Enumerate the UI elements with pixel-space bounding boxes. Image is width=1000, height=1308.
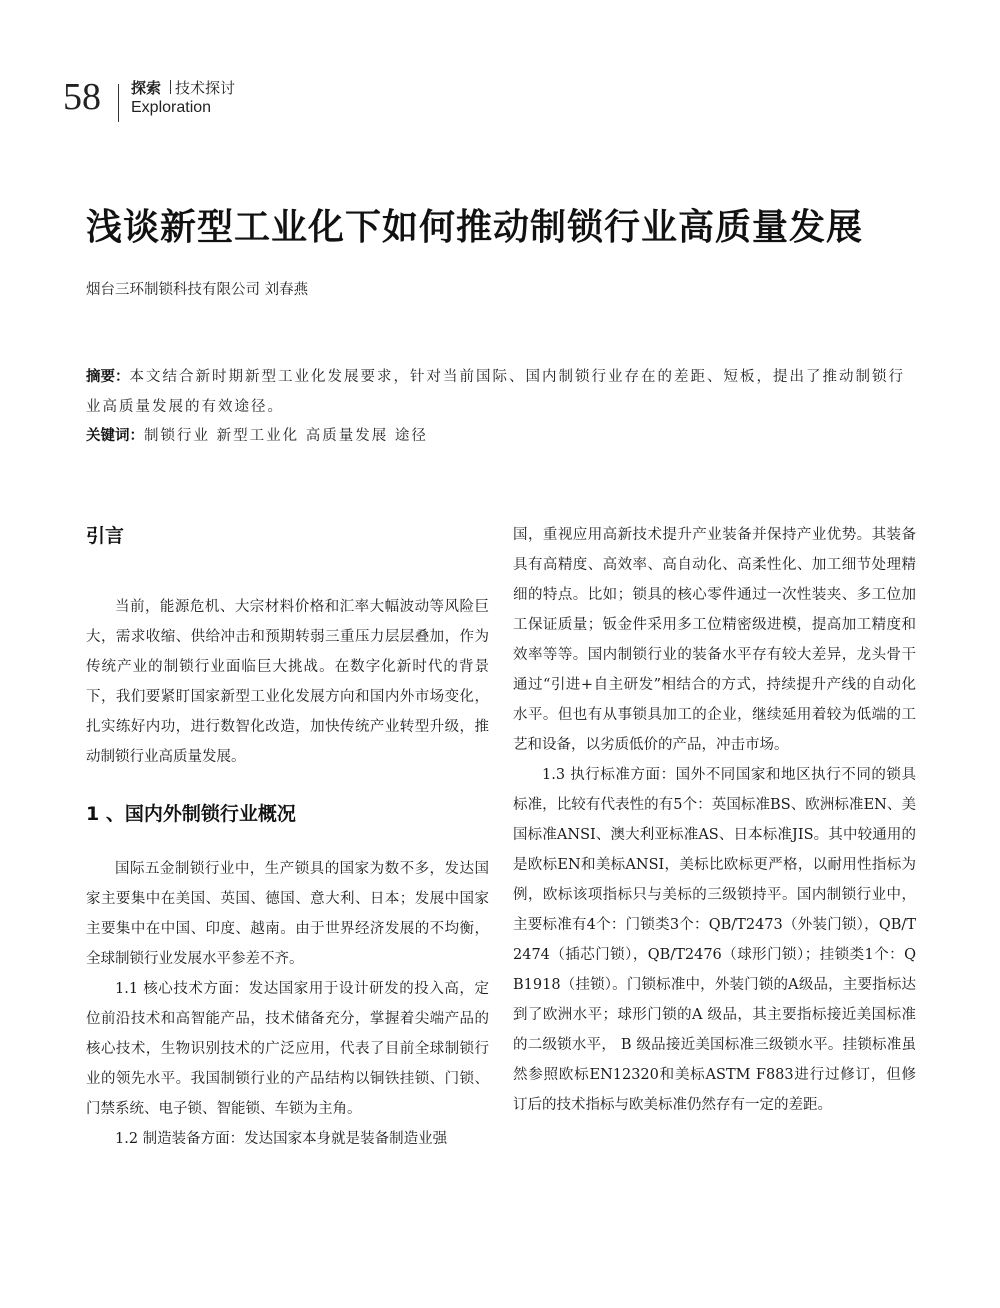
page-number: 58 — [63, 76, 101, 118]
paragraph-overview: 国际五金制锁行业中，生产锁具的国家为数不多，发达国家主要集中在美国、英国、德国、意大利、日本；发展中国家主要集中在中国、印度、越南。由于世界经济发展的不均衡，全球制锁行业发展水平参差不齐。 — [86, 861, 489, 967]
section-label — [131, 78, 235, 118]
abstract-label: 摘要： — [86, 369, 130, 385]
left-column — [86, 520, 489, 1154]
abstract-text: 本文结合新时期新型工业化发展要求，针对当前国际、国内制锁行业存在的差距、短板，提出了推动制锁行业高质量发展的有效途径。 — [86, 369, 905, 415]
paragraph-1-3: 1.3 执行标准方面：国外不同国家和地区执行不同的锁具标准，比较有代表性的有5个：英国标准BS、欧洲标准EN、美国标准ANSI、澳大利亚标准AS、日本标准JIS。其中较通用的是欧标EN和美标ANSI，美标比欧标更严格，以耐用性指标为例，欧标该项指标只与美标的三级锁持平。国内制锁行业中，主要标准有4个：门锁类3个：QB/T2473（外装门锁），QB/T2474（插芯门锁），QB/T2476（球形门锁）；挂锁类1个：QB1918（挂锁）。门锁标准中，外装门锁的A级品，主要指标达到了欧洲水平；球形门锁的A 级品，其主要指标接近美国标准的二级锁水平， B 级品接近美国标准三级锁水平。挂锁标准虽然参照欧标EN12320和美标ASTM F883进行过修订，但修订后的技术指标与欧美标准仍然存有一定的差距。 — [513, 767, 916, 1113]
paragraph-1-1: 1.1 核心技术方面：发达国家用于设计研发的投入高，定位前沿技术和高智能产品，技术储备充分，掌握着尖端产品的核心技术，生物识别技术的广泛应用，代表了目前全球制锁行业的领先水平。我国制锁行业的产品结构以铜铁挂锁、门锁、门禁系统、电子锁、智能锁、车锁为主角。 — [86, 981, 489, 1117]
intro-heading: 引言 — [86, 525, 125, 547]
section-name-english: Exploration — [131, 99, 212, 116]
right-column — [513, 520, 916, 1120]
article-title: 浅谈新型工业化下如何推动制锁行业高质量发展 — [86, 207, 864, 248]
section-1-heading: 1 、国内外制锁行业概况 — [86, 803, 296, 825]
keywords-label: 关键词： — [86, 428, 144, 444]
abstract — [86, 362, 916, 422]
intro-paragraph: 当前，能源危机、大宗材料价格和汇率大幅波动等风险巨大，需求收缩、供给冲击和预期转弱三重压力层层叠加，作为传统产业的制锁行业面临巨大挑战。在数字化新时代的背景下，我们要紧盯国家新型工业化发展方向和国内外市场变化，扎实练好内功，进行数智化改造，加快传统产业转型升级，推动制锁行业高质量发展。 — [86, 599, 489, 765]
section-separator — [170, 80, 171, 94]
subsection-name: 技术探讨 — [175, 79, 236, 97]
paragraph-1-2-start: 1.2 制造装备方面：发达国家本身就是装备制造业强 — [115, 1131, 448, 1147]
article-author: 烟台三环制锁科技有限公司 刘春燕 — [86, 282, 309, 298]
section-name: 探索 — [131, 79, 162, 97]
paragraph-1-2-continued: 国，重视应用高新技术提升产业装备并保持产业优势。其装备具有高精度、高效率、高自动化、高柔性化、加工细节处理精细的特点。比如；锁具的核心零件通过一次性装夹、多工位加工保证质量；钣金件采用多工位精密级进模，提高加工精度和效率等等。国内制锁行业的装备水平存有较大差异，龙头骨干通过“引进+自主研发”相结合的方式，持续提升产线的自动化水平。但也有从事锁具加工的企业，继续延用着较为低端的工艺和设备，以劣质低价的产品，冲击市场。 — [513, 527, 916, 753]
keywords — [86, 421, 916, 451]
keywords-text: 制锁行业 新型工业化 高质量发展 途径 — [144, 428, 428, 444]
header-divider — [118, 84, 119, 122]
